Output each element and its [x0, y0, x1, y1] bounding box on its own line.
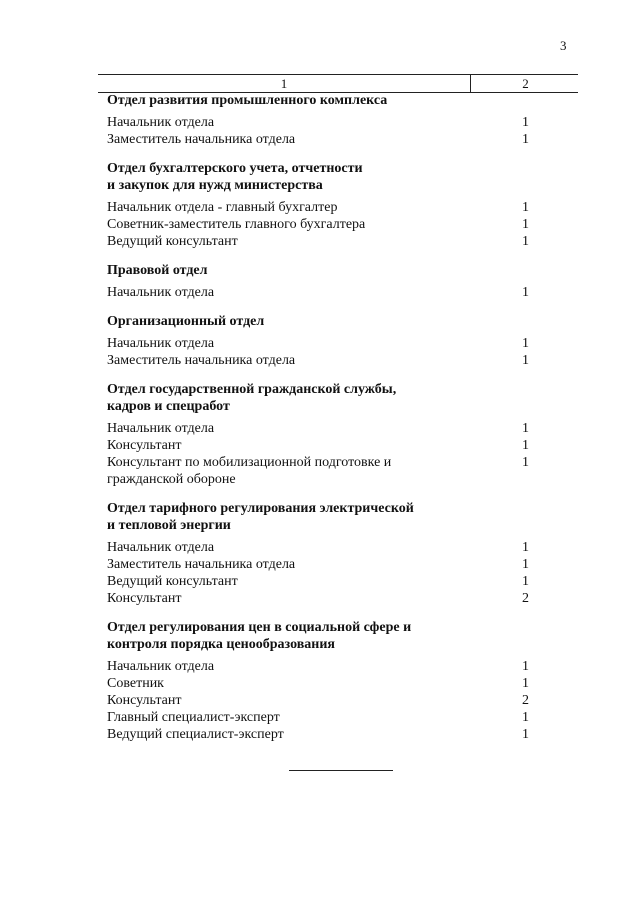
position-name: Главный специалист-эксперт — [107, 710, 280, 725]
department-title: Отдел тарифного регулирования электрической и тепловой энергии — [107, 501, 414, 533]
position-row — [107, 590, 529, 607]
position-row — [107, 709, 529, 726]
department-section — [107, 92, 529, 148]
position-row — [107, 420, 529, 437]
position-count: 1 — [522, 540, 529, 555]
position-count: 1 — [522, 727, 529, 742]
position-row — [107, 131, 529, 148]
position-name: Заместитель начальника отдела — [107, 557, 296, 572]
position-name: Ведущий консультант — [107, 234, 238, 249]
position-count: 1 — [522, 200, 529, 215]
position-name: Начальник отдела — [107, 540, 215, 555]
position-name: Консультант — [107, 591, 182, 606]
position-name: Начальник отдела - главный бухгалтер — [107, 200, 338, 215]
department-section — [107, 313, 529, 369]
department-section — [107, 500, 529, 607]
position-row — [107, 658, 529, 675]
position-row — [107, 199, 529, 216]
position-count: 1 — [522, 557, 529, 572]
position-row — [107, 573, 529, 590]
staff-table-body — [107, 92, 529, 755]
position-name: Консультант — [107, 438, 182, 453]
position-row — [107, 539, 529, 556]
column-header-2: 2 — [522, 76, 529, 91]
position-count: 1 — [522, 353, 529, 368]
position-name: Консультант — [107, 693, 182, 708]
position-row — [107, 454, 529, 488]
position-count: 2 — [522, 693, 529, 708]
department-section — [107, 160, 529, 250]
position-row — [107, 556, 529, 573]
closing-line — [289, 770, 393, 771]
position-name: Консультант по мобилизационной подготовке и гражданской обороне — [107, 455, 392, 487]
position-count: 1 — [522, 115, 529, 130]
position-count: 1 — [522, 421, 529, 436]
department-section — [107, 262, 529, 301]
position-row — [107, 675, 529, 692]
position-row — [107, 437, 529, 454]
position-name: Начальник отдела — [107, 285, 215, 300]
department-section — [107, 619, 529, 743]
position-row — [107, 216, 529, 233]
department-title: Отдел регулирования цен в социальной сфере и контроля порядка ценообразования — [107, 620, 412, 652]
position-row — [107, 352, 529, 369]
position-name: Начальник отдела — [107, 336, 215, 351]
position-row — [107, 726, 529, 743]
department-title: Организационный отдел — [107, 314, 265, 329]
department-title: Правовой отдел — [107, 263, 208, 278]
position-row — [107, 233, 529, 250]
position-count: 1 — [522, 574, 529, 589]
position-count: 1 — [522, 234, 529, 249]
position-row — [107, 284, 529, 301]
position-row — [107, 114, 529, 131]
position-row — [107, 335, 529, 352]
column-header-row — [98, 74, 578, 93]
position-name: Начальник отдела — [107, 659, 215, 674]
position-name: Начальник отдела — [107, 115, 215, 130]
department-title: Отдел бухгалтерского учета, отчетности и закупок для нужд министерства — [107, 161, 363, 193]
position-name: Начальник отдела — [107, 421, 215, 436]
position-row — [107, 692, 529, 709]
position-count: 1 — [522, 132, 529, 147]
position-count: 1 — [522, 710, 529, 725]
department-title: Отдел государственной гражданской службы, кадров и спецработ — [107, 382, 397, 414]
position-name: Ведущий консультант — [107, 574, 238, 589]
column-separator — [470, 74, 471, 93]
position-count: 1 — [522, 438, 529, 453]
position-count: 1 — [522, 659, 529, 674]
position-name: Ведущий специалист-эксперт — [107, 727, 284, 742]
department-section — [107, 381, 529, 488]
page-number: 3 — [560, 38, 567, 53]
position-name: Заместитель начальника отдела — [107, 353, 296, 368]
position-name: Советник — [107, 676, 164, 691]
position-name: Советник-заместитель главного бухгалтера — [107, 217, 366, 232]
position-count: 1 — [522, 676, 529, 691]
position-count: 2 — [522, 591, 529, 606]
position-count: 1 — [522, 336, 529, 351]
position-count: 1 — [522, 217, 529, 232]
position-count: 1 — [522, 285, 529, 300]
position-name: Заместитель начальника отдела — [107, 132, 296, 147]
column-header-1: 1 — [280, 76, 288, 91]
position-count: 1 — [522, 455, 529, 470]
department-title: Отдел развития промышленного комплекса — [107, 93, 388, 108]
